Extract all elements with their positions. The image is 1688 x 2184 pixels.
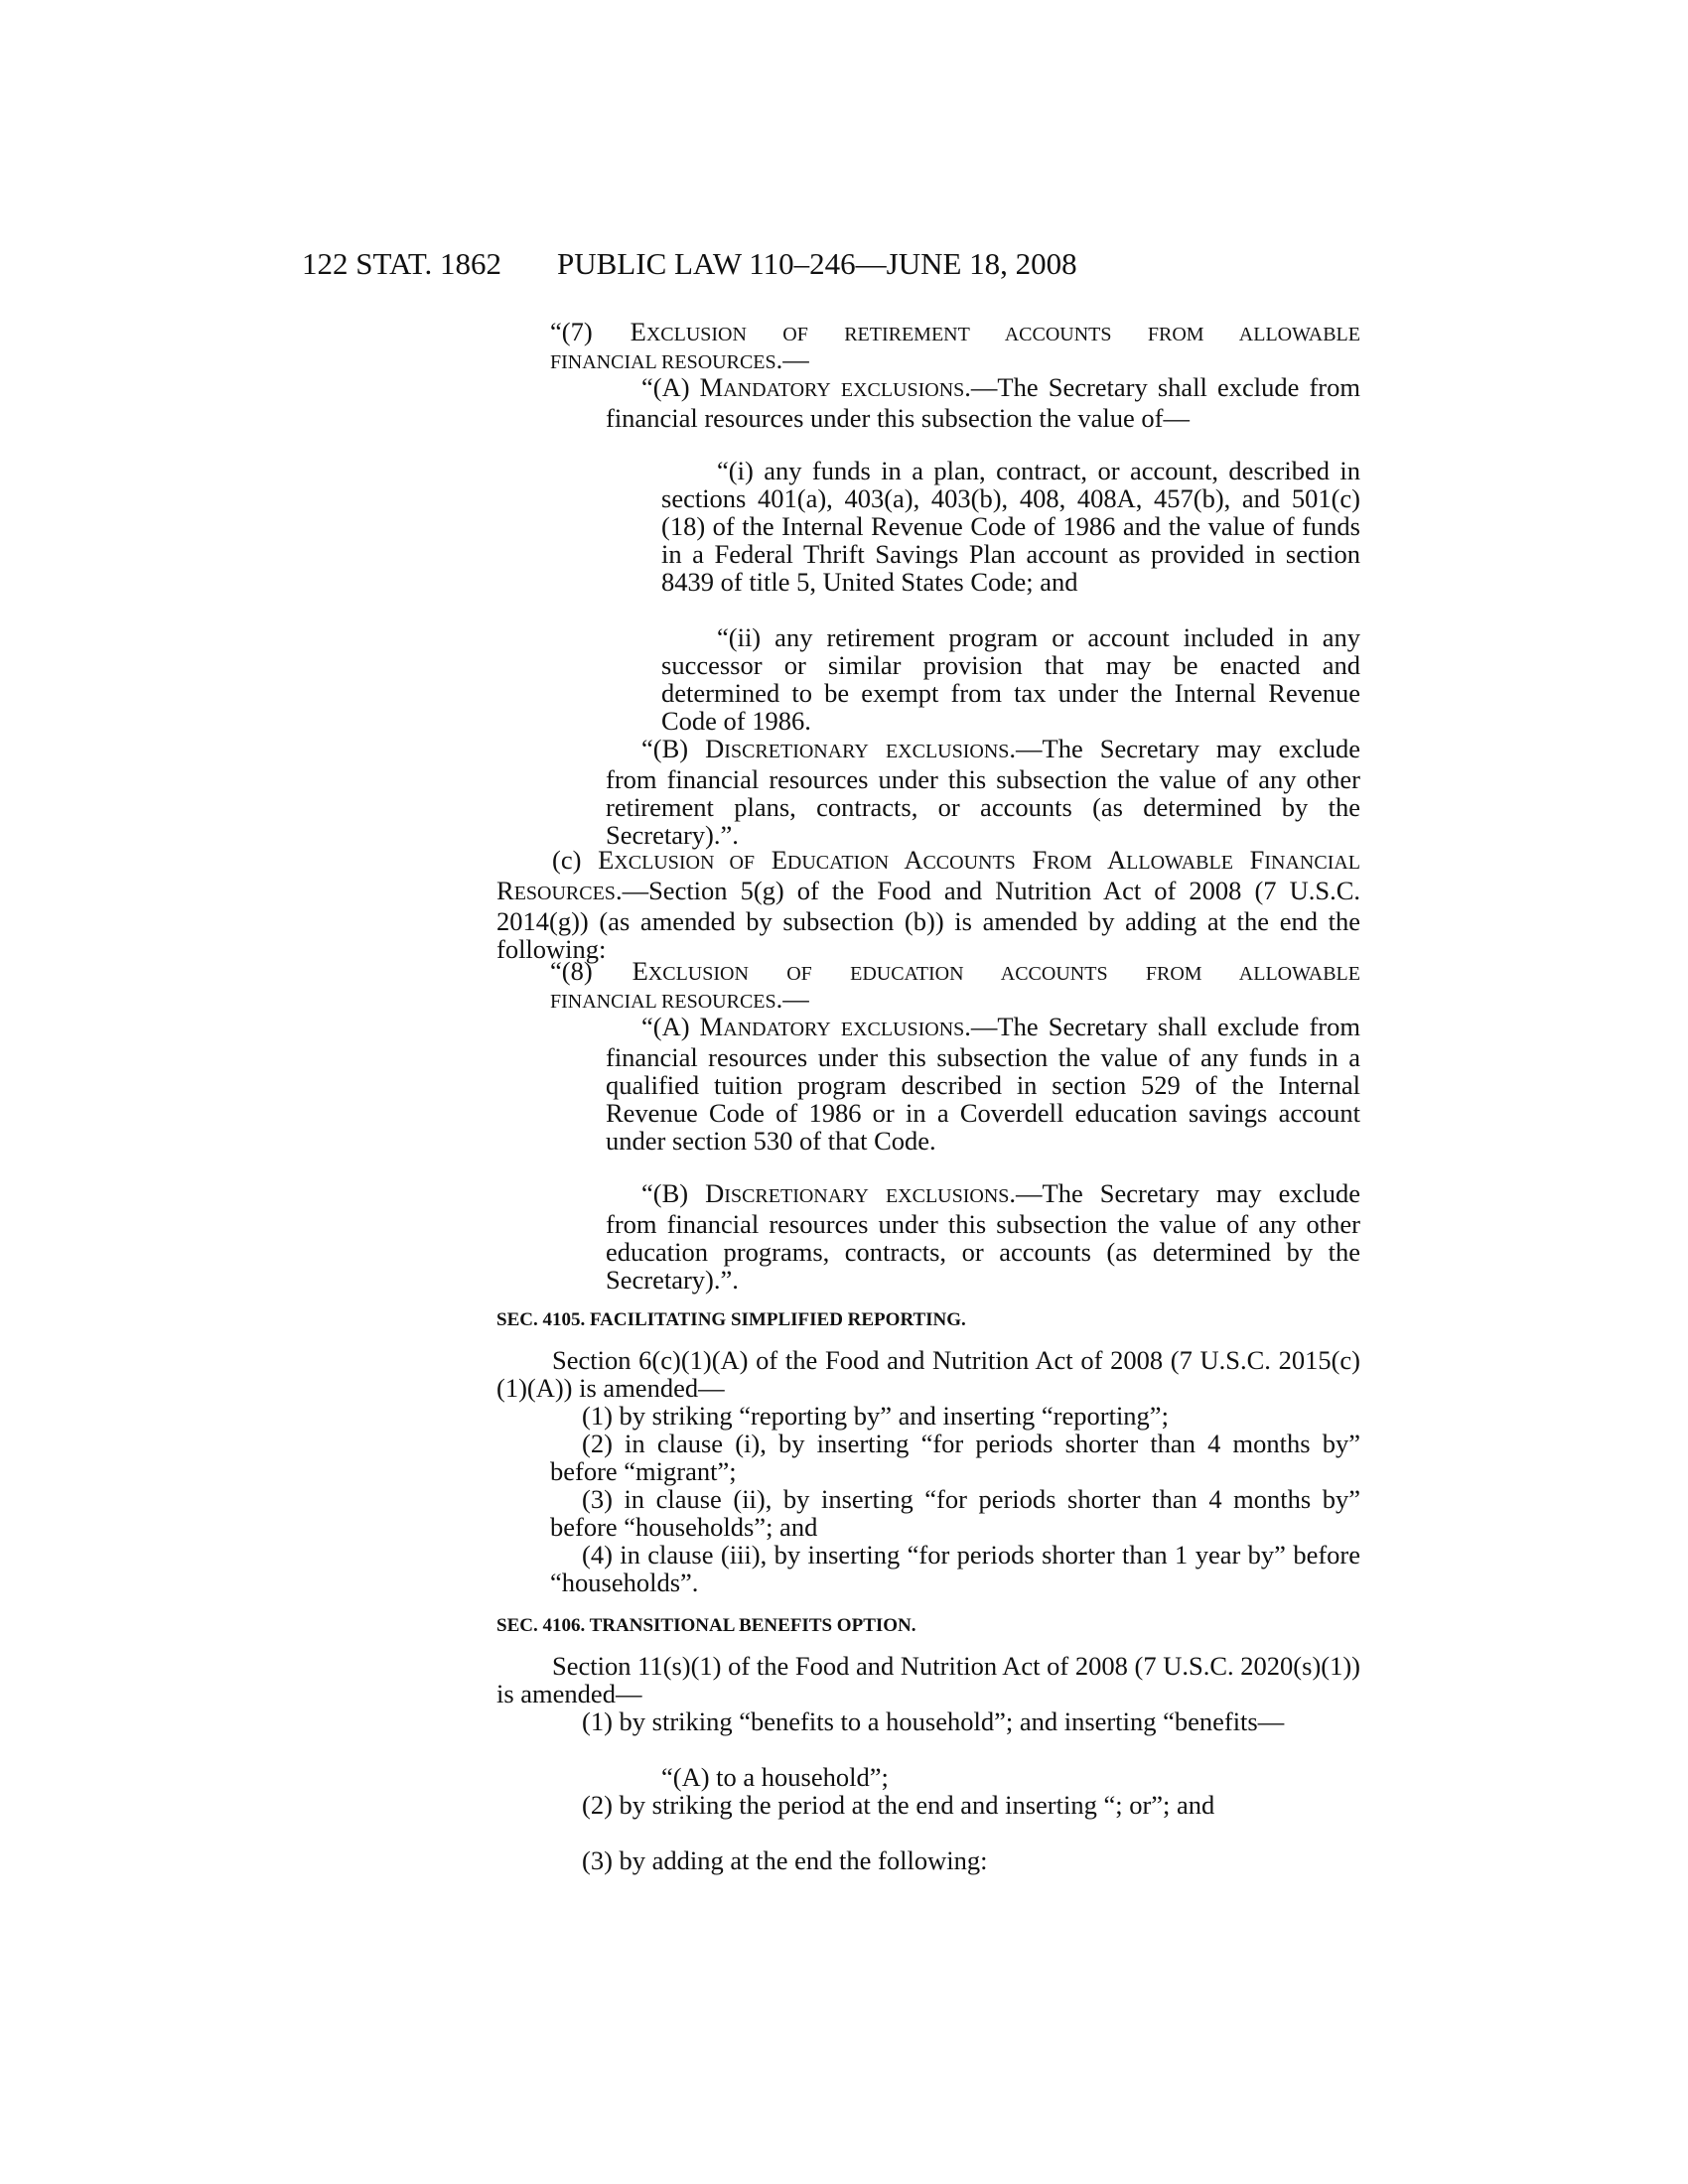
paragraph-7-heading: “(7) EXCLUSION OF RETIREMENT ACCOUNTS FROM ALLOWABLE [550, 317, 1360, 346]
section-4106-item-2: (2) by striking the period at the end and inserting “; or”; and [582, 1790, 1215, 1820]
section-4106-intro: Section 11(s)(1) of the Food and Nutrition Act of 2008 (7 U.S.C. 2020(s)(1)) is amended— [496, 1651, 1360, 1708]
paragraph-7A: “(A) MANDATORY EXCLUSIONS.—The Secretary shall exclude from financial resources under this subsection the value of— [606, 372, 1360, 433]
clause-7Aii: “(ii) any retirement program or account included in any successor or similar provision that may be enacted and determined to be exempt from tax under the Internal Revenue Code of 1986. [661, 622, 1360, 736]
statute-page-number: 122 STAT. 1862 [302, 246, 502, 281]
paragraph-8B: “(B) DISCRETIONARY EXCLUSIONS.—The Secretary may exclude from financial resources under this subsection the value of any other education programs, contracts, or accounts (as determined by the Secretary).”. [606, 1178, 1360, 1295]
paragraph-7B: “(B) DISCRETIONARY EXCLUSIONS.—The Secretary may exclude from financial resources under this subsection the value of any other retirement plans, contracts, or accounts (as determined by the Secretary).”. [606, 734, 1360, 850]
section-4106-item-3: (3) by adding at the end the following: [582, 1845, 988, 1875]
paragraph-8-heading-cont: FINANCIAL RESOURCES.— [550, 984, 809, 1014]
section-4106-item-1A: “(A) to a household”; [661, 1762, 889, 1792]
section-4106-item-1: (1) by striking “benefits to a household”; and inserting “benefits— [582, 1706, 1285, 1736]
paragraph-8A: “(A) MANDATORY EXCLUSIONS.—The Secretary shall exclude from financial resources under this subsection the value of any funds in a qualified tuition program described in section 529 of the Internal Revenue Code of 1986 or in a Coverdell education savings account under section 530 of that Code. [606, 1012, 1360, 1156]
paragraph-7-heading-cont: FINANCIAL RESOURCES.— [550, 344, 809, 374]
section-4105-item-4: (4) in clause (iii), by inserting “for periods shorter than 1 year by” before “households”. [550, 1540, 1360, 1597]
section-4105-heading: SEC. 4105. FACILITATING SIMPLIFIED REPORTING. [496, 1309, 966, 1330]
section-4106-heading: SEC. 4106. TRANSITIONAL BENEFITS OPTION. [496, 1615, 916, 1636]
subsection-c: (c) EXCLUSION OF EDUCATION ACCOUNTS FROM ALLOWABLE FINANCIAL RESOURCES.—Section 5(g) of the Food and Nutrition Act of 2008 (7 U.S.C. 2014(g)) (as amended by subsection (b)) is amended by adding at the end the following: [496, 845, 1361, 964]
running-title: PUBLIC LAW 110–246—JUNE 18, 2008 [557, 246, 1077, 281]
section-4105-item-2: (2) in clause (i), by inserting “for periods shorter than 4 months by” before “migrant”; [550, 1429, 1360, 1486]
paragraph-8-heading: “(8) EXCLUSION OF EDUCATION ACCOUNTS FROM ALLOWABLE [550, 956, 1360, 986]
section-4105-intro: Section 6(c)(1)(A) of the Food and Nutrition Act of 2008 (7 U.S.C. 2015(c)(1)(A)) is amended— [496, 1345, 1360, 1403]
section-4105-item-1: (1) by striking “reporting by” and inserting “reporting”; [582, 1401, 1169, 1431]
section-4105-item-3: (3) in clause (ii), by inserting “for periods shorter than 4 months by” before “households”; and [550, 1484, 1360, 1542]
clause-7Ai: “(i) any funds in a plan, contract, or account, described in sections 401(a), 403(a), 403(b), 408, 408A, 457(b), and 501(c)(18) of the Internal Revenue Code of 1986 and the value of funds in a Federal Thrift Savings Plan account as provided in section 8439 of title 5, United States Code; and [661, 456, 1360, 597]
